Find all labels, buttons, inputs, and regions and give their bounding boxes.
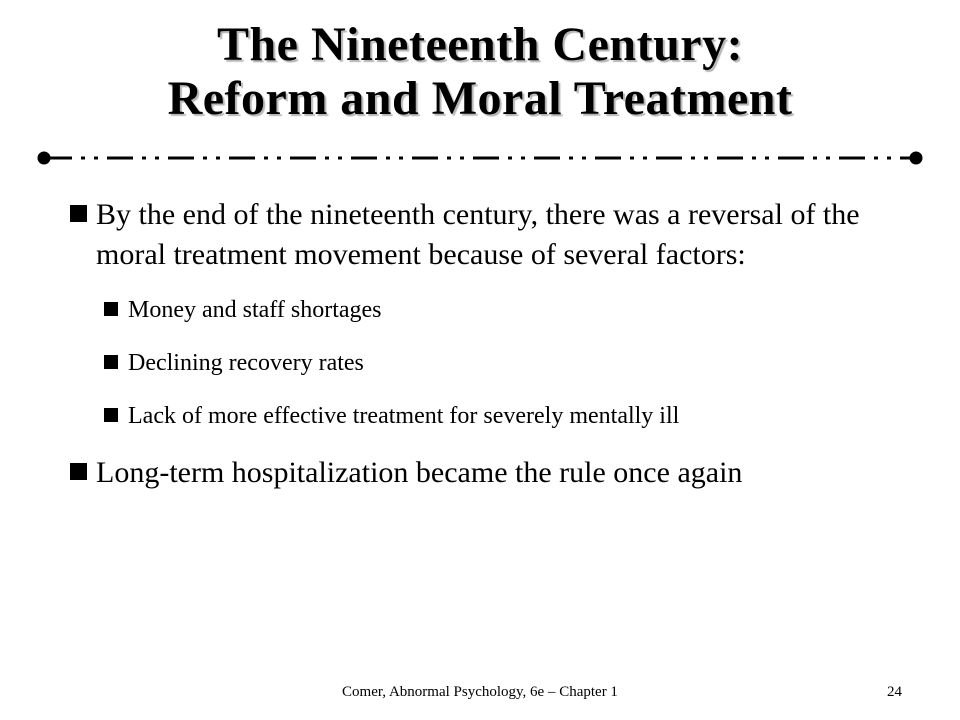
sub-bullet-item-1-text: Money and staff shortages xyxy=(128,297,382,323)
square-bullet-icon xyxy=(104,302,118,316)
sub-bullet-item-2-text: Declining recovery rates xyxy=(128,350,364,376)
bullet-item-2 xyxy=(70,453,910,493)
title-line-1: The Nineteenth Century: xyxy=(216,18,744,71)
square-bullet-icon xyxy=(70,463,87,480)
divider-right-dot-icon xyxy=(910,152,923,165)
square-bullet-icon xyxy=(104,408,118,422)
sub-bullet-item-1 xyxy=(104,295,910,325)
title-line-2: Reform and Moral Treatment xyxy=(167,72,793,125)
bullet-item-1-text: By the end of the nineteenth century, there was a reversal of the moral treatment movement because of several factors: xyxy=(96,198,860,271)
sub-bullet-item-3-text: Lack of more effective treatment for severely mentally ill xyxy=(128,403,680,429)
sub-bullet-item-2 xyxy=(104,348,910,378)
square-bullet-icon xyxy=(104,355,118,369)
slide-footer: Comer, Abnormal Psychology, 6e – Chapter 1 xyxy=(342,684,618,700)
sub-bullet-list xyxy=(70,295,910,431)
bullet-list xyxy=(70,195,910,493)
divider-left-dot-icon xyxy=(38,152,51,165)
bullet-item-1 xyxy=(70,195,910,275)
square-bullet-icon xyxy=(70,205,87,222)
page-number: 24 xyxy=(887,684,902,700)
slide-title xyxy=(0,18,960,126)
sub-bullet-item-3 xyxy=(104,401,910,431)
bullet-item-2-text: Long-term hospitalization became the rule once again xyxy=(96,456,743,489)
title-divider xyxy=(36,150,924,166)
